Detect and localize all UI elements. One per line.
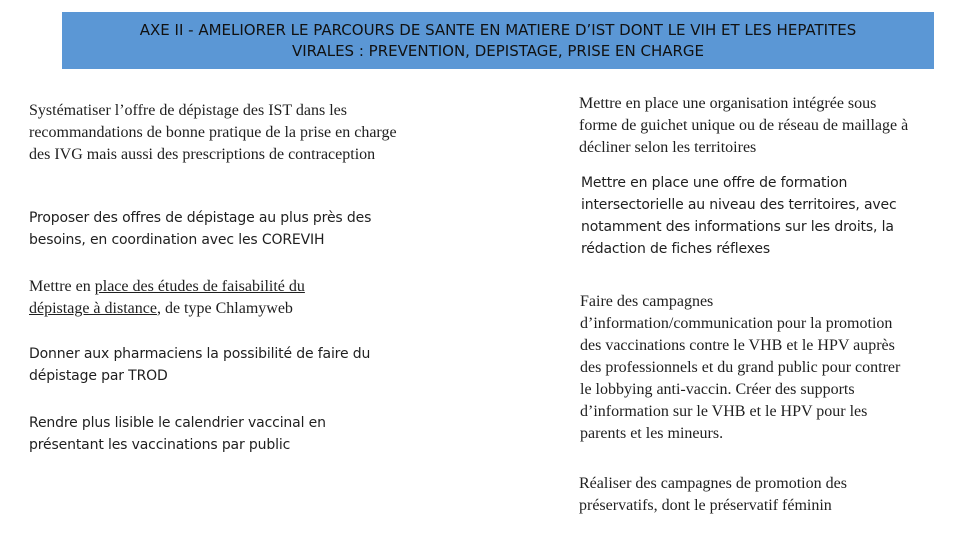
action-vaccination-campaigns: Faire des campagnes d’information/communication pour la promotion des vaccinations contre le VHB et le HPV auprès des professionnels et du grand public pour contrer le lobbying anti-vaccin. Créer des supports d’information sur le VHB et le HPV pour les parents et les mineurs. (580, 293, 901, 442)
action-screening-near-needs: Proposer des offres de dépistage au plus près des besoins, en coordination avec les COREVIH (29, 210, 372, 248)
action-remote-screening-text-end: , de type Chlamyweb (156, 300, 293, 317)
action-vaccination-calendar: Rendre plus lisible le calendrier vaccinal en présentant les vaccinations par public (29, 415, 326, 453)
action-integrated-organisation: Mettre en place une organisation intégrée sous forme de guichet unique ou de réseau de maillage à décliner selon les territoires (579, 95, 909, 156)
action-pharmacist-trod: Donner aux pharmaciens la possibilité de faire du dépistage par TROD (29, 346, 371, 384)
section-title-banner (62, 12, 934, 69)
section-title-line-2: VIRALES : PREVENTION, DEPISTAGE, PRISE EN CHARGE (291, 41, 705, 60)
action-ist-screening-ivg: Systématiser l’offre de dépistage des IST dans les recommandations de bonne pratique de la prise en charge des IVG mais aussi des prescriptions de contraception (29, 102, 397, 163)
section-title-line-1: AXE II - AMELIORER LE PARCOURS DE SANTE EN MATIERE D’IST DONT LE VIH ET LES HEPATITES (139, 20, 857, 39)
action-remote-screening-studies (29, 276, 359, 320)
feasibility-studies-link[interactable]: place des études de faisabilité du dépistage à distance (29, 278, 305, 317)
action-training-offer: Mettre en place une offre de formation intersectorielle au niveau des territoires, avec notamment des informations sur les droits, la rédaction de fiches réflexes (581, 175, 897, 257)
action-condom-campaigns: Réaliser des campagnes de promotion des préservatifs, dont le préservatif féminin (579, 475, 847, 514)
action-remote-screening-text-start: Mettre en (29, 278, 95, 295)
